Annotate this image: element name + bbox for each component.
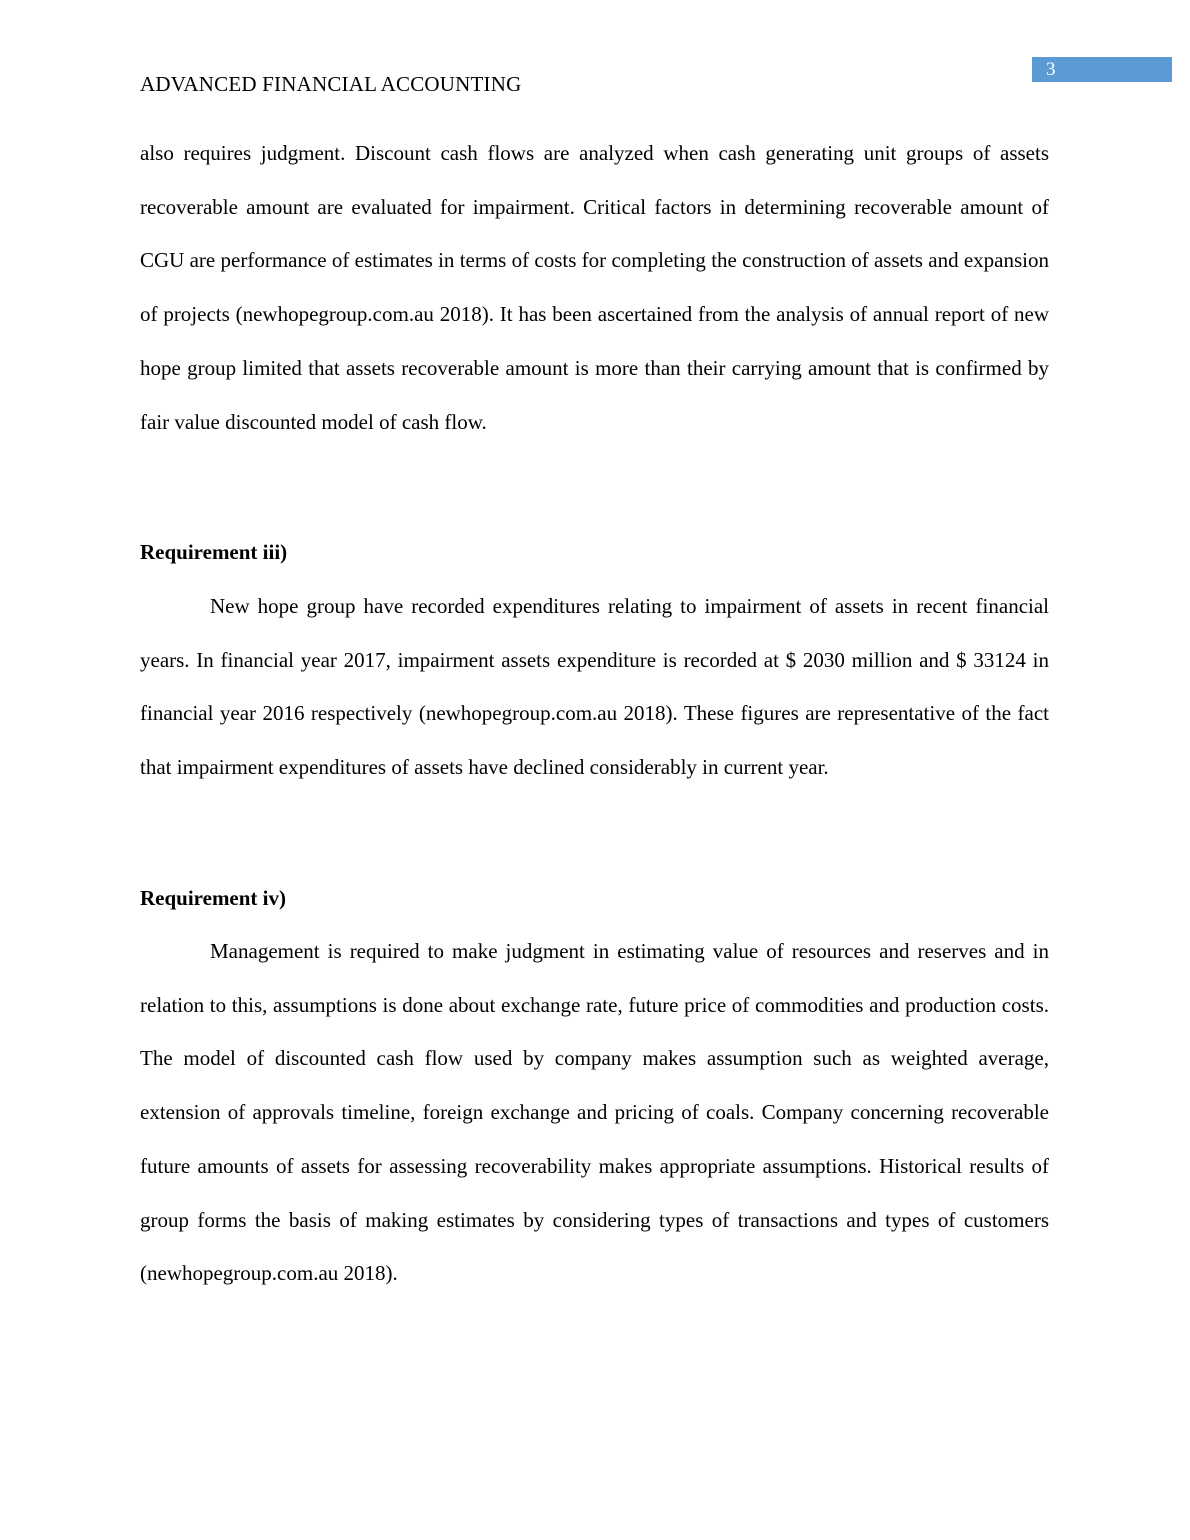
page-number-badge: [1032, 57, 1172, 82]
paragraph-continued: also requires judgment. Discount cash flows are analyzed when cash generating unit groups of assets recoverable amount are evaluated for impairment. Critical factors in determining recoverable amount of CGU are performance of estimates in terms of costs for completing the construction of assets and expansion of projects (newhopegroup.com.au 2018). It has been ascertained from the analysis of annual report of new hope group limited that assets recoverable amount is more than their carrying amount that is confirmed by fair value discounted model of cash flow.: [140, 141, 1049, 434]
paragraph-requirement-iii: New hope group have recorded expenditures relating to impairment of assets in recent financial years. In financial year 2017, impairment assets expenditure is recorded at $ 2030 million and $ 33124 in financial year 2016 respectively (newhopegroup.com.au 2018). These figures are representative of the fact that impairment expenditures of assets have declined considerably in current year.: [140, 594, 1049, 780]
section-heading-requirement-iv: Requirement iv): [140, 886, 287, 910]
page-number: 3: [1046, 59, 1056, 80]
running-head: ADVANCED FINANCIAL ACCOUNTING: [140, 72, 522, 96]
paragraph-requirement-iv: Management is required to make judgment in estimating value of resources and reserves and in relation to this, assumptions is done about exchange rate, future price of commodities and production costs. The model of discounted cash flow used by company makes assumption such as weighted average, extension of approvals timeline, foreign exchange and pricing of coals. Company concerning recoverable future amounts of assets for assessing recoverability makes appropriate assumptions. Historical results of group forms the basis of making estimates by considering types of transactions and types of customers (newhopegroup.com.au 2018).: [140, 939, 1049, 1286]
section-heading-requirement-iii: Requirement iii): [140, 540, 288, 564]
